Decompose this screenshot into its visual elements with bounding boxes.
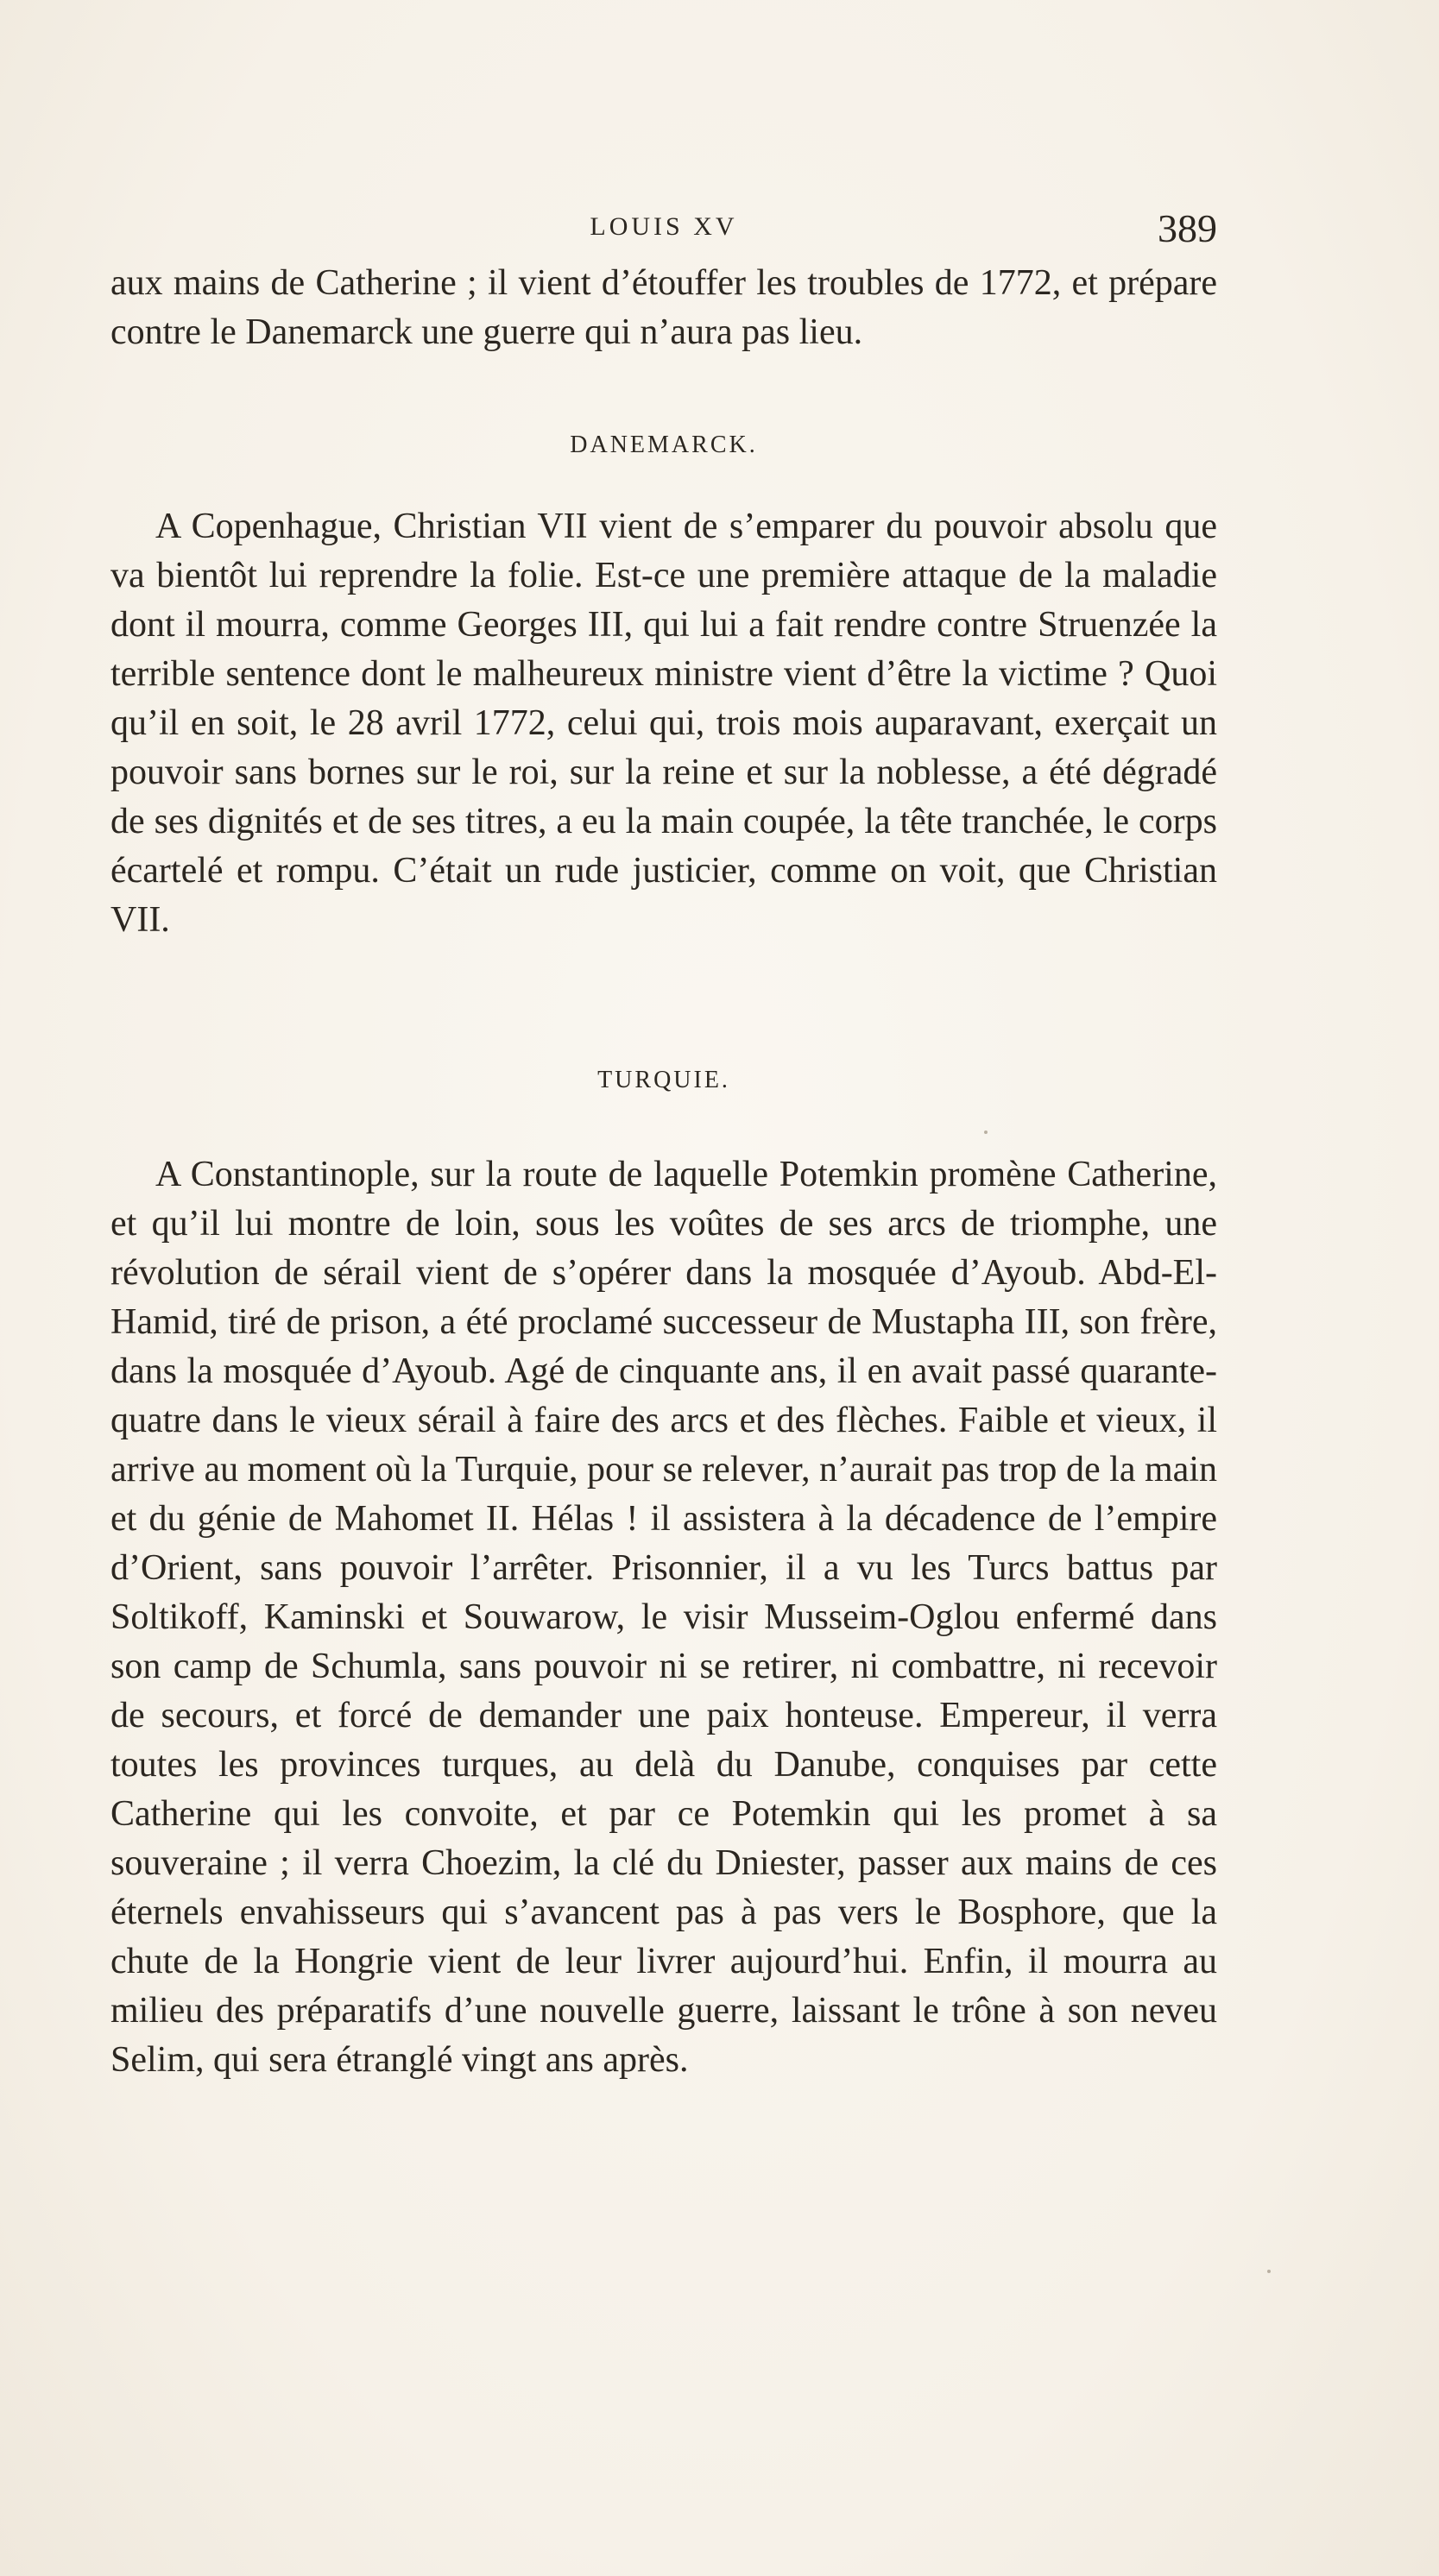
running-title: LOUIS XV (590, 212, 738, 241)
running-head (110, 205, 1217, 257)
danemarck-paragraph (110, 502, 1217, 945)
turquie-paragraph (110, 1150, 1217, 2085)
section-title-danemarck: DANEMARCK. (570, 431, 758, 458)
section-title-turquie: TURQUIE. (597, 1067, 730, 1093)
intro-paragraph (110, 259, 1217, 357)
paper-speck (984, 1131, 988, 1134)
danemarck-text: A Copenhague, Christian VII vient de s’emparer du pouvoir absolu que va bientôt lui reprendre la folie. Est-ce une première attaque de la maladie dont il mourra, comme Georges III, qui lui a fait rendre contre Struenzée la terrible sentence dont le malheureux ministre vient d’être la victime ? Quoi qu’il en soit, le 28 avril 1772, celui qui, trois mois auparavant, exerçait un pouvoir sans bornes sur le roi, sur la reine et sur la noblesse, a été dégradé de ses dignités et de ses titres, a eu la main coupée, la tête tranchée, le corps écartelé et rompu. C’était un rude justicier, comme on voit, que Christian VII. (110, 507, 1217, 940)
turquie-text: A Constantinople, sur la route de laquelle Potemkin promène Catherine, et qu’il lui montre de loin, sous les voûtes de ses arcs de triomphe, une révolution de sérail vient de s’opérer dans la mosquée d’Ayoub. Abd-El-Hamid, tiré de prison, a été proclamé successeur de Mustapha III, son frère, dans la mosquée d’Ayoub. Agé de cinquante ans, il en avait passé quarante-quatre dans le vieux sérail à faire des arcs et des flèches. Faible et vieux, il arrive au moment où la Turquie, pour se relever, n’aurait pas trop de la main et du génie de Mahomet II. Hélas ! il assistera à la décadence de l’empire d’Orient, sans pouvoir l’arrêter. Prisonnier, il a vu les Turcs battus par Soltikoff, Kaminski et Souwarow, le visir Musseim-Oglou enfermé dans son camp de Schumla, sans pouvoir ni se retirer, ni combattre, ni recevoir de secours, et forcé de demander une paix honteuse. Empereur, il verra toutes les provinces turques, au delà du Danube, conquises par cette Catherine qui les convoite, et par ce Potemkin qui les promet à sa souveraine ; il verra Choezim, la clé du Dniester, passer aux mains de ces éternels envahisseurs qui s’avancent pas à pas vers le Bosphore, que la chute de la Hongrie vient de leur livrer aujourd’hui. Enfin, il mourra au milieu des préparatifs d’une nouvelle guerre, laissant le trône à son neveu Selim, qui sera étranglé vingt ans après. (110, 1155, 1217, 2080)
page-number: 389 (1158, 206, 1217, 250)
intro-text: aux mains de Catherine ; il vient d’étouffer les troubles de 1772, et prépare contre le Danemarck une guerre qui n’aura pas lieu. (110, 263, 1217, 352)
paper-speck (1267, 2270, 1271, 2273)
